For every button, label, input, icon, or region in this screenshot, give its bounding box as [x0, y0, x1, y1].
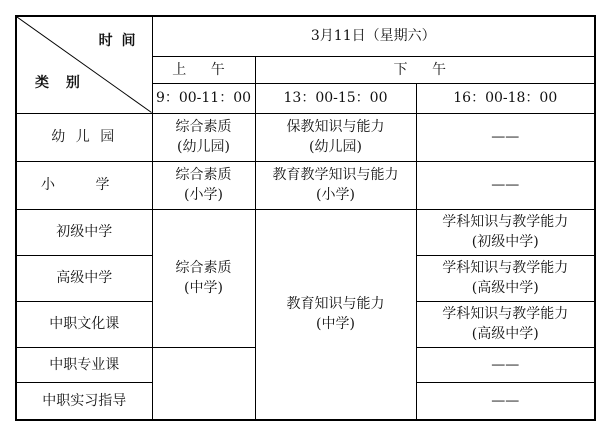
slot3-header: 16：00-18：00	[416, 83, 595, 113]
exam-subject: 学科知识与教学能力	[442, 306, 569, 322]
corner-category-label: 类 别	[35, 74, 86, 91]
top-edge	[0, 0, 610, 6]
empty-dash-cell: ——	[416, 113, 595, 161]
corner-time-label: 时 间	[98, 33, 138, 49]
exam-subject: 综合素质	[175, 260, 232, 276]
date-header: 3月11日（星期六）	[152, 16, 595, 56]
morning-header: 上 午	[152, 56, 255, 83]
exam-level: (中学)	[316, 316, 355, 333]
exam-level: (幼儿园)	[309, 139, 362, 155]
empty-dash-cell: ——	[416, 161, 595, 209]
category-cell: 初级中学	[16, 209, 152, 255]
exam-subject: 教育教学知识与能力	[272, 167, 399, 183]
merged-exam-cell	[255, 209, 416, 420]
merged-exam-cell	[152, 209, 255, 347]
header-row-date	[16, 16, 595, 56]
slot2-header: 13：00-15：00	[255, 83, 416, 113]
exam-subject: 学科知识与教学能力	[442, 260, 569, 276]
empty-dash-cell: ——	[416, 382, 595, 420]
category-cell: 中职专业课	[16, 347, 152, 382]
table-row	[16, 209, 595, 255]
category-cell: 中职文化课	[16, 301, 152, 347]
exam-cell	[152, 161, 255, 209]
table-row	[16, 113, 595, 161]
exam-cell	[255, 113, 416, 161]
slot1-header: 9：00-11：00	[152, 83, 255, 113]
exam-cell	[255, 161, 416, 209]
category-cell: 中职实习指导	[16, 382, 152, 420]
exam-level: (初级中学)	[471, 234, 539, 250]
corner-header-cell	[16, 16, 152, 113]
blank-cell	[152, 347, 255, 420]
exam-level: (小学)	[316, 187, 355, 203]
exam-subject: 教育知识与能力	[286, 296, 385, 313]
table-row	[16, 161, 595, 209]
exam-cell	[416, 209, 595, 255]
exam-cell	[416, 301, 595, 347]
category-cell: 幼 儿 园	[16, 113, 152, 161]
exam-cell	[152, 113, 255, 161]
exam-subject: 保教知识与能力	[286, 119, 385, 135]
exam-schedule-table	[15, 15, 596, 421]
exam-subject: 综合素质	[175, 167, 232, 183]
afternoon-header: 下 午	[255, 56, 595, 83]
exam-level: (幼儿园)	[177, 139, 230, 155]
empty-dash-cell: ——	[416, 347, 595, 382]
category-cell: 小 学	[16, 161, 152, 209]
exam-subject: 学科知识与教学能力	[442, 214, 569, 230]
exam-level: (中学)	[184, 280, 223, 296]
exam-level: (高级中学)	[471, 326, 539, 342]
category-cell: 高级中学	[16, 255, 152, 301]
exam-subject: 综合素质	[175, 119, 232, 135]
exam-level: (高级中学)	[471, 280, 539, 296]
exam-level: (小学)	[184, 187, 223, 203]
exam-cell	[416, 255, 595, 301]
